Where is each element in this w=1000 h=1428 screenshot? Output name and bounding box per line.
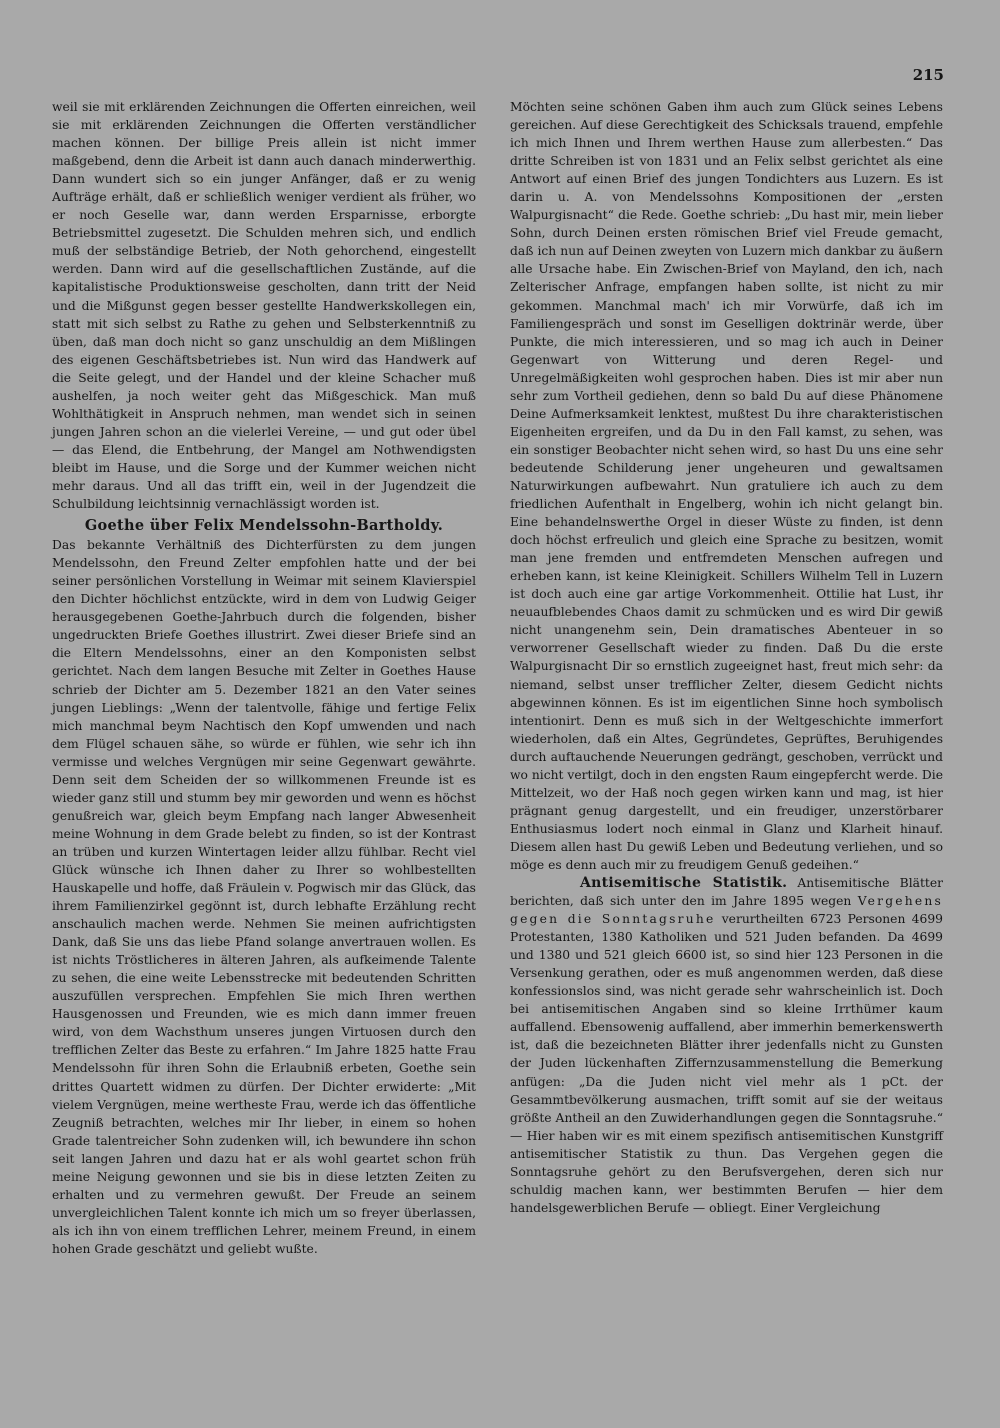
paragraph-intro: weil sie mit erklärenden Zeichnungen die Offerten einreichen, weil sie mit erklärenden Zeichnungen die Offerten verständlicher machen können. Der billige Preis allein ist nicht immer maßgebend, denn die Arbeit ist dann auch danach minderwerthig. Dann wundert sich so ein junger Anfänger, daß er zu wenig Aufträge erhält, daß er schließlich weniger verdient als früher, wo er noch Geselle war, dann werden Ersparnisse, erborgte Betriebsmittel zugesetzt. Die Schulden mehren sich, und endlich muß der selbständige Betrieb, der Noth gehorchend, eingestellt werden. Dann wird auf die gesellschaftlichen Zustände, auf die kapitalistische Produktionsweise gescholten, dann tritt der Neid und die Mißgunst gegen besser gestellte Handwerkskollegen ein, statt mit sich selbst zu Rathe zu gehen und Selbsterkenntniß zu üben, daß man doch nicht so ganz unschuldig an dem Mißlingen des eigenen Geschäftsbetriebes ist. Nun wird das Handwerk auf die Seite gelegt, und der Handel und der kleine Schacher muß aushelfen, ja noch weiter geht das Mißgeschick. Man muß Wohlthätigkeit in Anspruch nehmen, man wendet sich in seinen jungen Jahren schon an die vielerlei Vereine, — und gut oder übel — das Elend, die Entbehrung, der Mangel am Nothwendigsten bleibt im Hause, und die Sorge und der Kummer weichen nicht mehr daraus. Und all das trifft ein, weil in der Jugendzeit die Schulbildung leichtsinnig vernachlässigt worden ist. [52, 100, 476, 512]
left-column [52, 98, 476, 1258]
stat-body: verurtheilten 6723 Personen 4699 Protestanten, 1380 Katholiken und 521 Juden befanden. Da 4699 und 1380 und 521 gleich 6600 ist, so sind hier 123 Personen in die Versenkung gerathen, oder es muß angenommen werden, daß diese konfessionslos sind, was nicht gerade sehr wahrscheinlich ist. Doch bei antisemitischen Angaben sind so kleine Irrthümer kaum auffallend. Ebensowenig auffallend, aber immerhin bemerkenswerth ist, daß die bezeichneten Blätter ihrer jedenfalls nicht zu Gunsten der Juden lückenhaften Ziffernzusammenstellung die Bemerkung anfügen: „Da die Juden nicht viel mehr als 1 pCt. der Gesammtbevölkerung ausmachen, trifft somit auf sie der weitaus größte Antheil an den Zuwiderhandlungen gegen die Sonntagsruhe.“ — Hier haben wir es mit einem spezifisch antisemitischen Kunstgriff antisemitischer Statistik zu thun. Das Vergehen gegen die Sonntagsruhe gehört zu den Berufsvergehen, deren sich nur schuldig machen kann, wer bestimmten Berufen — hier dem handelsgewerblichen Berufe — obliegt. Einer Vergleichung [510, 912, 943, 1215]
stat-spaced-phrase: Vergehens gegen die Sonntagsruhe [510, 894, 943, 927]
paragraph-goethe: Das bekannte Verhältniß des Dichterfürsten zu dem jungen Mendelssohn, den Freund Zelter empfohlen hatte und der bei seiner persönlichen Vorstellung in Weimar mit seinem Klavierspiel den Dichter höchlichst entzückte, wird in dem von Ludwig Geiger herausgegebenen Goethe-Jahrbuch durch die folgenden, bisher ungedruckten Briefe Goethes illustrirt. Zwei dieser Briefe sind an die Eltern Mendelssohns, einer an den Komponisten selbst gerichtet. Nach dem langen Besuche mit Zelter in Goethes Hause schrieb der Dichter am 5. Dezember 1821 an den Vater seines jungen Lieblings: „Wenn der talentvolle, fähige und fertige Felix mich manchmal beym Nachtisch den Kopf umwenden und nach dem Flügel schauen sähe, so würde er fühlen, wie sehr ich ihn vermisse und welches Vergnügen mir seine Gegenwart gewährte. Denn seit dem Scheiden der so willkommenen Freunde ist es wieder ganz still und stumm bey mir geworden und wenn es höchst genußreich war, gleich beym Empfang nach langer Abwesenheit meine Wohnung in dem Grade belebt zu finden, so ist der Kontrast an trüben und kurzen Wintertagen leider allzu fühlbar. Recht viel Glück wünsche ich Ihnen daher zu Ihrer so wohlbestellten Hauskapelle und hoffe, daß Fräulein v. Pogwisch mir das Glück, das ihrem Familienzirkel gegönnt ist, durch lebhafte Erzählung recht anschaulich machen werde. Nehmen Sie meinen aufrichtigsten Dank, daß Sie uns das liebe Pfand solange anvertrauen wollen. Es ist nichts Tröstlicheres in älteren Jahren, als aufkeimende Talente zu sehen, die eine weite Lebensstrecke mit bedeutenden Schritten auszufüllen versprechen. Empfehlen Sie mich Ihren werthen Hausgenossen und Freunden, wie es mich dann immer freuen wird, von dem Wachsthum unseres jungen Virtuosen durch den trefflichen Zelter das Beste zu erfahren.“ Im Jahre 1825 hatte Frau Mendelssohn für ihren Sohn die Erlaubniß erbeten, Goethe sein drittes Quartett widmen zu dürfen. Der Dichter erwiderte: „Mit vielem Vergnügen, meine wertheste Frau, werde ich das öffentliche Zeugniß betrachten, welches mir Ihr lieber, in einem so hohen Grade talentreicher Sohn zudenken will, ich bewundere ihn schon seit langen Jahren und dazu hat er als wohl geartet schon früh meine Neigung gewonnen und sie bis in diese letzten Zeiten zu erhalten und zu vermehren gewußt. Der Freude an seinem unvergleichlichen Talent konnte ich mich um so freyer überlassen, als ich ihn von einem trefflichen Lehrer, meinem Freund, in einem hohen Grade geschätzt und geliebt wußte. [52, 538, 476, 1256]
paragraph-goethe-continued: Möchten seine schönen Gaben ihm auch zum Glück seines Lebens gereichen. Auf diese Gerechtigkeit des Schicksals trauend, empfehle ich mich Ihnen und Ihrem werthen Hause zum allerbesten.“ Das dritte Schreiben ist von 1831 und an Felix selbst gerichtet als eine Antwort auf einen Brief des jungen Tondichters aus Luzern. Es ist darin u. A. von Mendelssohns Kompositionen der „ersten Walpurgisnacht“ die Rede. Goethe schrieb: „Du hast mir, mein lieber Sohn, durch Deinen ersten römischen Brief viel Freude gemacht, daß ich nun auf Deinen zweyten von Luzern mich dankbar zu äußern alle Ursache habe. Ein Zwischen-Brief von Mayland, den ich, nach Zelterischer Anfrage, empfangen haben sollte, ist nicht zu mir gekommen. Manchmal mach' ich mir Vorwürfe, daß ich im Familiengespräch und sonst im Geselligen doktrinär werde, über Punkte, die mich interessieren, und so mag ich auch in Deiner Gegenwart von Witterung und deren Regel- und Unregelmäßigkeiten wohl gesprochen haben. Dies ist mir aber nun sehr zum Vortheil gediehen, denn so bald Du auf diese Phänomene Deine Aufmerksamkeit lenktest, mußtest Du ihre charakteristischen Eigenheiten ergreifen, und da Du in den Fall kamst, zu sehen, was ein sonstiger Beobachter nicht sehen wird, so hast Du uns eine sehr bedeutende Schilderung jener ungeheuren und gewaltsamen Naturwirkungen aufbewahrt. Nun gratuliere ich auch zu dem friedlichen Aufenthalt in Engelberg, wohin ich nicht gelangt bin. Eine behandelnswerthe Orgel in dieser Wüste zu finden, ist denn doch höchst erfreulich und gleich eine Sprache zu besitzen, womit man jene fremden und entfremdeten Menschen aufregen und erheben kann, ist keine Kleinigkeit. Schillers Wilhelm Tell in Luzern ist doch auch eine gar artige Vorkommenheit. Ottilie hat Lust, ihr neuaufblebendes Chaos damit zu schmücken und es wird Dir gewiß nicht unangenehm sein, Dein dramatisches Abenteuer in so verworrener Gesellschaft wieder zu finden. Daß Du die erste Walpurgisnacht Dir so ernstlich zugeeignet hast, freut mich sehr: da niemand, selbst unser trefflicher Zelter, diesem Gedicht nichts abgewinnen können. Es ist im eigentlichen Sinne hoch symbolisch intentionirt. Denn es muß sich in der Weltgeschichte immerfort wiederholen, daß ein Altes, Gegründetes, Geprüftes, Beruhigendes durch auftauchende Neuerungen gedrängt, geschoben, verrückt und wo nicht vertilgt, doch in den engsten Raum eingepfercht werde. Die Mittelzeit, wo der Haß noch gegen wirken kann und mag, ist hier prägnant genug dargestellt, und ein freudiger, unzerstörbarer Enthusiasmus lodert noch einmal in Glanz und Klarheit hinauf. Diesem allen hast Du gewiß Leben und Bedeutung verliehen, und so möge es denn auch mir zu freudigem Genuß gedeihen.“ [510, 100, 943, 872]
paragraph-antisemitic-statistics [510, 874, 943, 1217]
heading-antisemitic-statistics: Antisemitische Statistik. [580, 875, 788, 892]
right-column [510, 98, 943, 1217]
page-number: 215 [912, 66, 944, 84]
heading-goethe-mendelssohn: Goethe über Felix Mendelssohn-Bartholdy. [84, 517, 444, 535]
stat-intro: Antisemitische Blätter berichten, daß sich unter den im Jahre 1895 wegen [510, 876, 944, 909]
